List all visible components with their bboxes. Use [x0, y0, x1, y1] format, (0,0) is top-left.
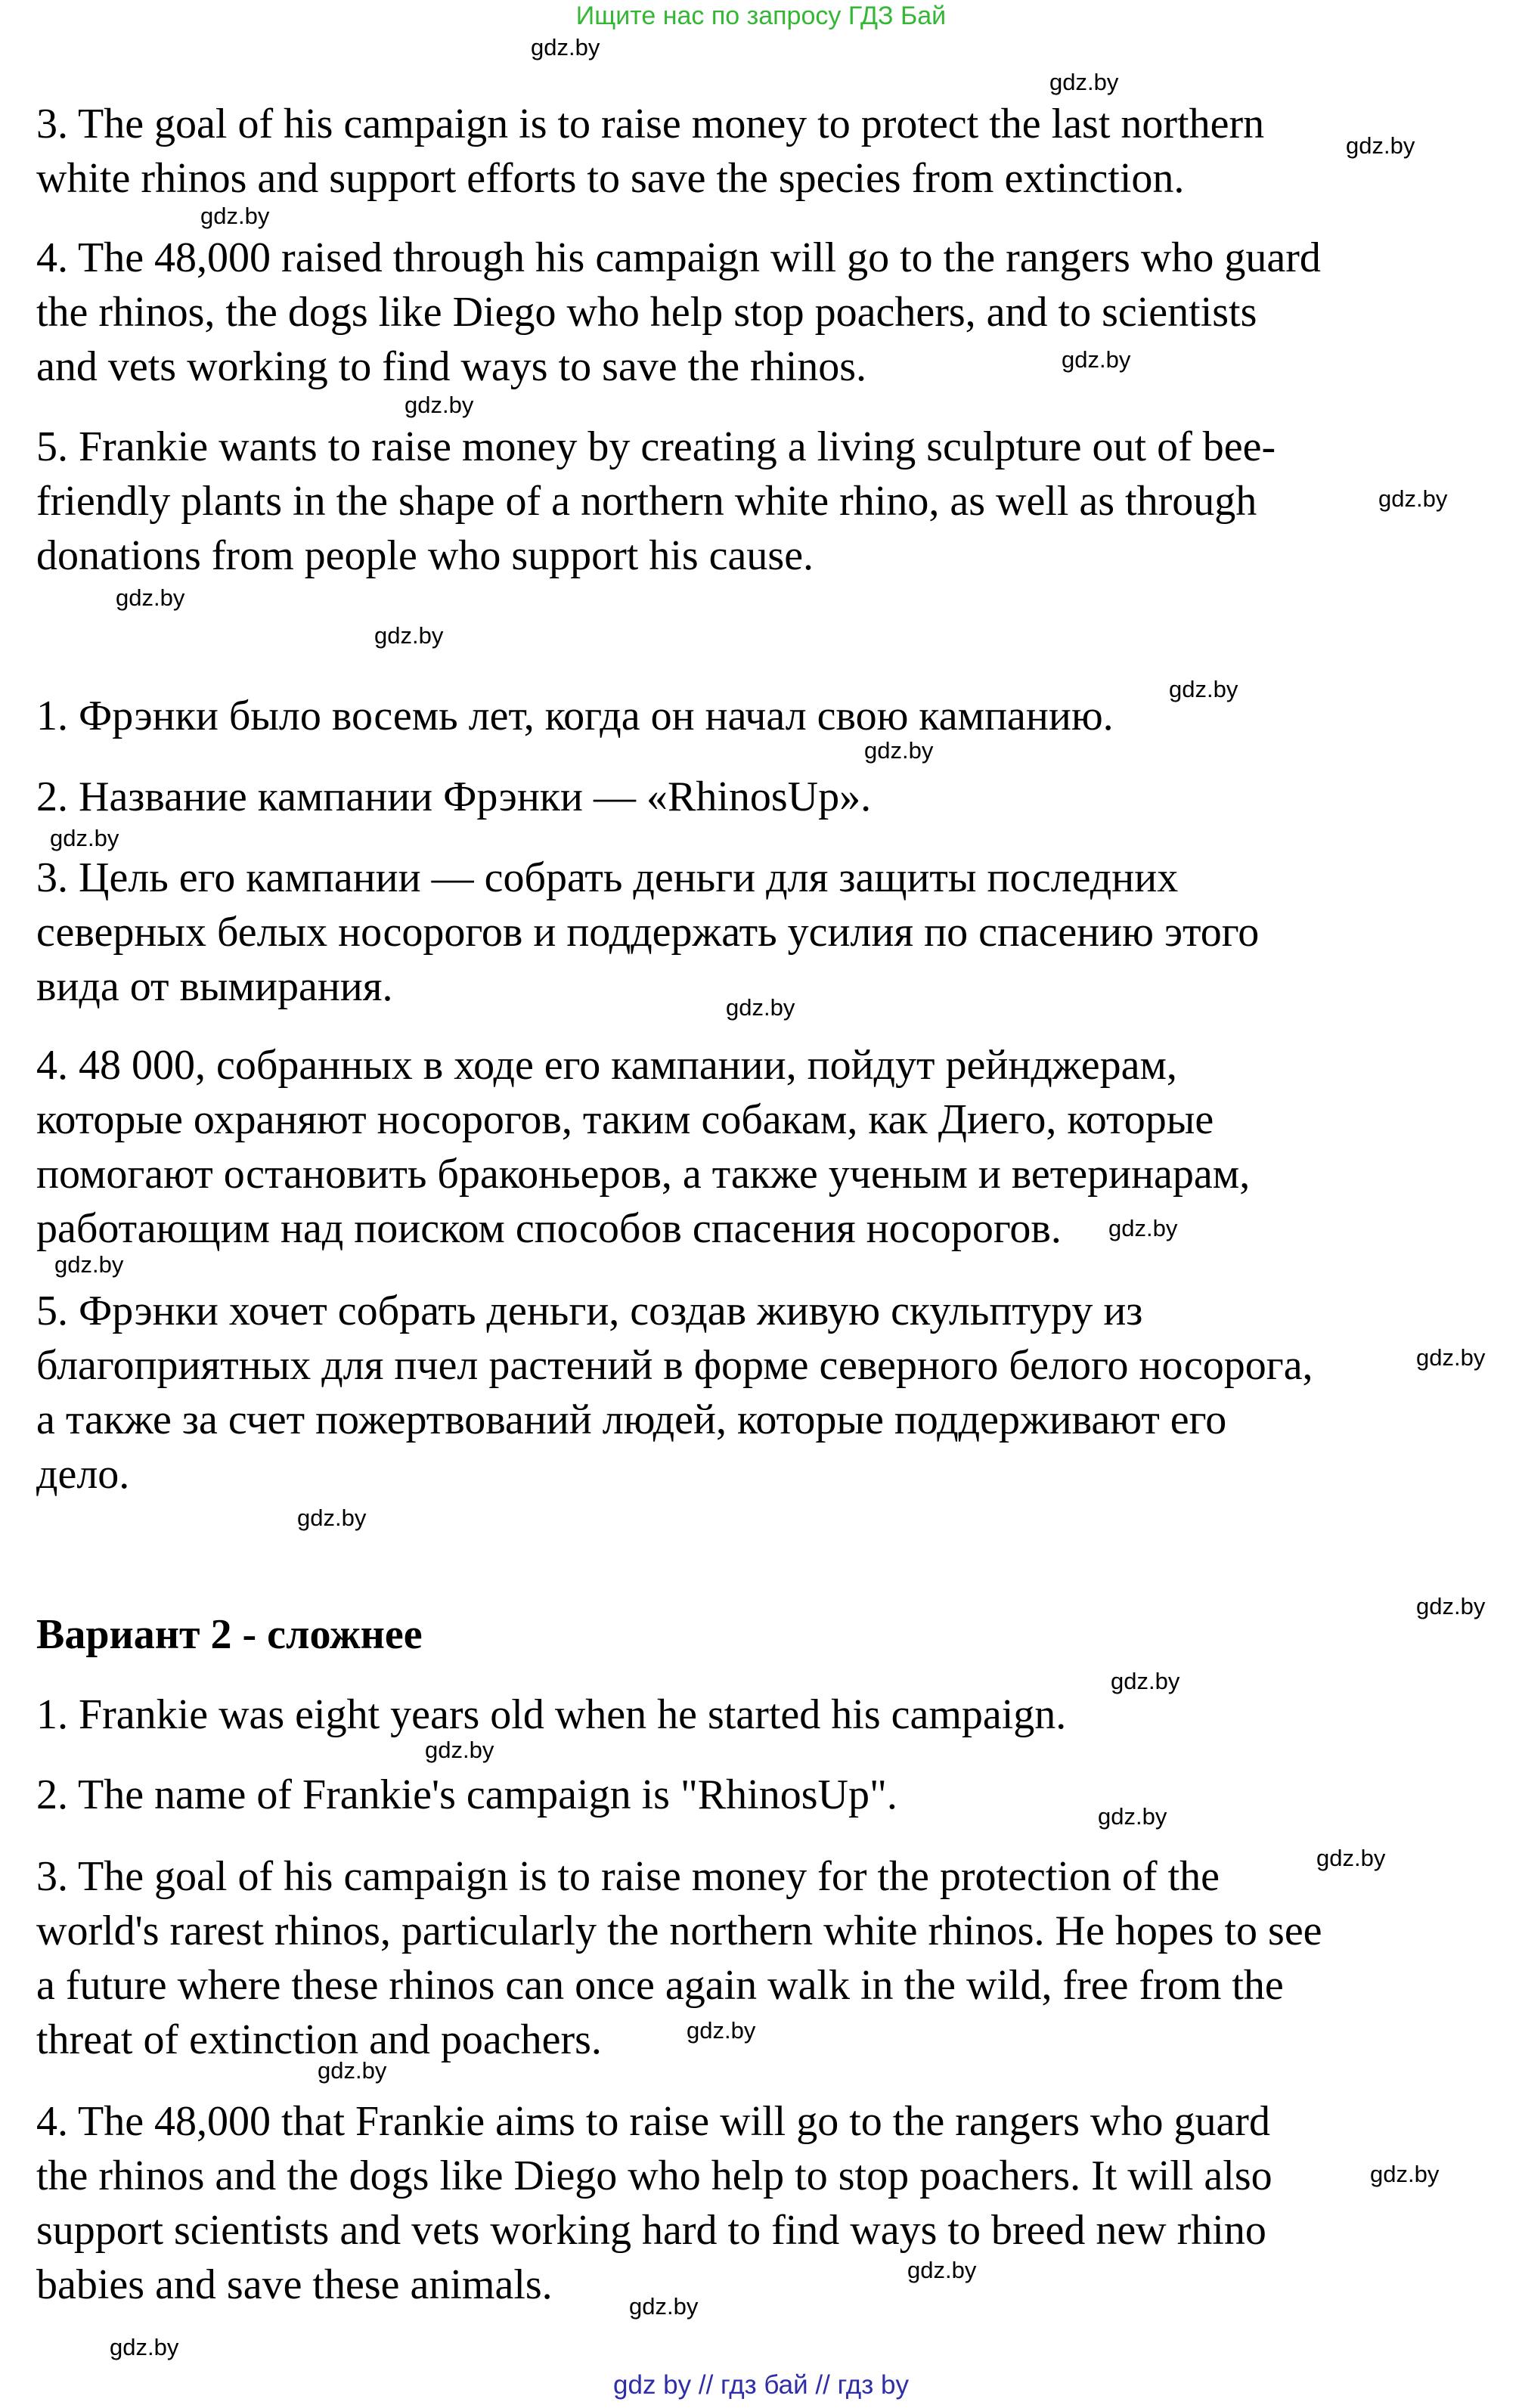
watermark: gdz.by [405, 392, 474, 418]
variant-2-answer-3 [36, 1849, 1322, 2067]
text-line: северных белых носорогов и поддержать усилия по спасению этого [36, 909, 1260, 956]
text-line: работающим над поиском способов спасения носорогов. [36, 1205, 1062, 1252]
watermark: gdz.by [907, 2257, 977, 2283]
text-line: 1. Фрэнки было восемь лет, когда он начал свою кампанию. [36, 693, 1114, 739]
text-line: and vets working to find ways to save the rhinos. [36, 343, 867, 390]
text-line: babies and save these animals. [36, 2261, 553, 2308]
text-line: 5. Фрэнки хочет собрать деньги, создав живую скульптуру из [36, 1288, 1143, 1334]
variant-2-answer-2 [36, 1768, 897, 1822]
watermark: gdz.by [864, 737, 934, 764]
text-line: 3. The goal of his campaign is to raise money to protect the last northern [36, 101, 1265, 147]
footer-links[interactable]: gdz by // гдз бай // гдз by [613, 2370, 909, 2400]
watermark: gdz.by [1108, 1215, 1178, 1241]
watermark: gdz.by [54, 1251, 124, 1278]
watermark: gdz.by [629, 2293, 699, 2320]
text-line: a future where these rhinos can once again walk in the wild, free from the [36, 1962, 1284, 2009]
variant-2-answer-4 [36, 2094, 1272, 2312]
text-line: а также за счет пожертвований людей, которые поддерживают его [36, 1396, 1227, 1443]
watermark: gdz.by [1416, 1344, 1486, 1371]
watermark: gdz.by [1416, 1593, 1486, 1619]
watermark: gdz.by [425, 1737, 494, 1763]
watermark: gdz.by [200, 203, 270, 229]
text-line: the rhinos, the dogs like Diego who help stop poachers, and to scientists [36, 289, 1257, 336]
watermark: gdz.by [726, 994, 795, 1021]
english-answer-5 [36, 420, 1276, 583]
text-line: помогают остановить браконьеров, а также ученым и ветеринарам, [36, 1151, 1251, 1198]
watermark: gdz.by [1169, 676, 1238, 702]
watermark: gdz.by [318, 2057, 387, 2084]
text-line: support scientists and vets working hard to find ways to breed new rhino [36, 2207, 1266, 2254]
watermark: gdz.by [297, 1505, 367, 1531]
russian-answer-3 [36, 851, 1259, 1014]
text-line: 5. Frankie wants to raise money by creating a living sculpture out of bee- [36, 423, 1276, 470]
watermark: gdz.by [374, 622, 444, 649]
text-line: вида от вымирания. [36, 963, 393, 1010]
russian-answer-1 [36, 689, 1114, 743]
russian-answer-5 [36, 1284, 1313, 1502]
watermark: gdz.by [1346, 132, 1415, 159]
watermark: gdz.by [1316, 1845, 1386, 1871]
header-search-link[interactable]: Ищите нас по запросу ГДЗ Бай [575, 2, 947, 30]
watermark: gdz.by [1098, 1803, 1167, 1830]
text-line: дело. [36, 1451, 130, 1498]
text-line: friendly plants in the shape of a northern white rhino, as well as through [36, 478, 1257, 525]
text-line: threat of extinction and poachers. [36, 2016, 602, 2063]
watermark: gdz.by [1062, 346, 1131, 373]
text-line: благоприятных для пчел растений в форме северного белого носорога, [36, 1342, 1313, 1389]
text-line: 1. Frankie was eight years old when he started his campaign. [36, 1691, 1067, 1738]
english-answer-3 [36, 97, 1264, 206]
watermark: gdz.by [1111, 1668, 1180, 1694]
russian-answer-4 [36, 1038, 1250, 1256]
text-line: которые охраняют носорогов, таким собакам, как Диего, которые [36, 1096, 1214, 1143]
text-line: donations from people who support his cause. [36, 532, 814, 579]
watermark: gdz.by [1378, 485, 1448, 512]
text-line: world's rarest rhinos, particularly the northern white rhinos. He hopes to see [36, 1907, 1322, 1954]
text-line: 4. 48 000, собранных в ходе его кампании, пойдут рейнджерам, [36, 1042, 1177, 1089]
variant-2-heading: Вариант 2 - сложнее [36, 1611, 423, 1658]
watermark: gdz.by [531, 34, 600, 60]
text-line: 4. The 48,000 that Frankie aims to raise will go to the rangers who guard [36, 2098, 1270, 2145]
watermark: gdz.by [50, 825, 119, 851]
watermark: gdz.by [1370, 2161, 1440, 2187]
text-line: 2. Название кампании Фрэнки — «RhinosUp». [36, 773, 872, 820]
watermark: gdz.by [687, 2017, 756, 2044]
text-line: the rhinos and the dogs like Diego who help to stop poachers. It will also [36, 2152, 1272, 2199]
text-line: 2. The name of Frankie's campaign is "RhinosUp". [36, 1771, 897, 1818]
text-line: 3. The goal of his campaign is to raise money for the protection of the [36, 1853, 1220, 1900]
text-line: 4. The 48,000 raised through his campaign will go to the rangers who guard [36, 234, 1321, 281]
text-line: 3. Цель его кампании — собрать деньги для защиты последних [36, 854, 1179, 901]
watermark: gdz.by [116, 584, 185, 611]
variant-2-answer-1 [36, 1687, 1066, 1742]
watermark: gdz.by [1049, 69, 1119, 95]
watermark: gdz.by [110, 2334, 179, 2360]
text-line: white rhinos and support efforts to save the species from extinction. [36, 155, 1185, 202]
russian-answer-2 [36, 770, 871, 824]
